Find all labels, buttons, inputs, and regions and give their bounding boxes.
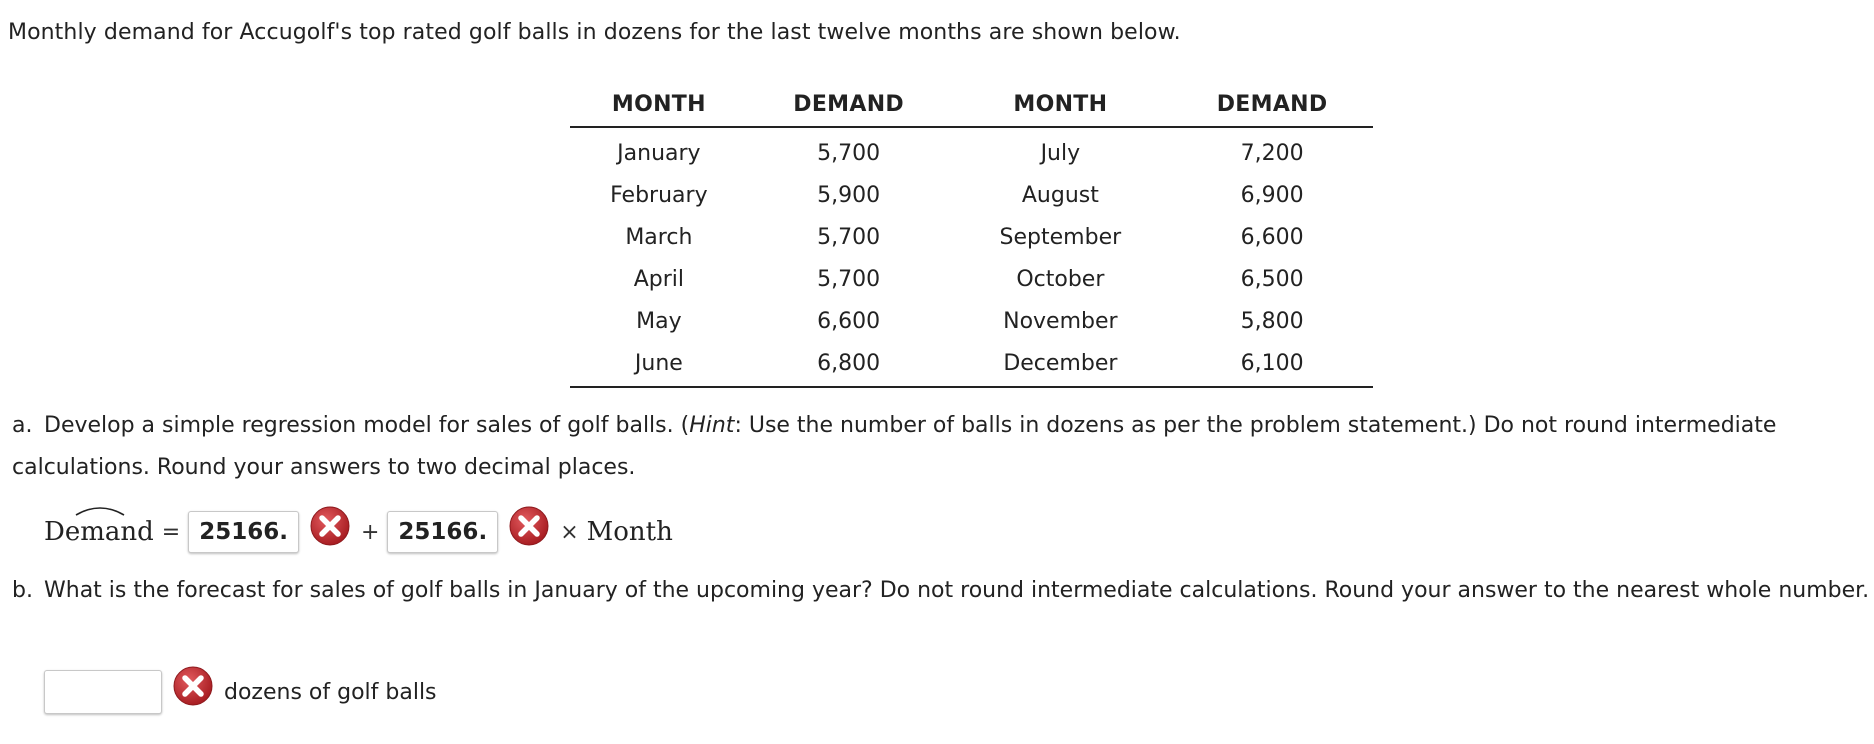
hat-icon [74, 503, 126, 517]
month-cell: July [1040, 140, 1081, 166]
month-cell: January [617, 140, 701, 166]
demand-cell: 5,800 [1240, 308, 1304, 334]
header-demand-1: DEMAND [748, 84, 950, 127]
header-demand-2: DEMAND [1171, 84, 1373, 127]
demand-hat [44, 517, 154, 547]
demand-cell: 5,700 [817, 266, 881, 292]
demand-cell: 6,900 [1240, 182, 1304, 208]
table-header-row [570, 84, 1373, 127]
demand-cell: 5,700 [817, 224, 881, 250]
demand-cell: 6,600 [817, 308, 881, 334]
table-row [570, 300, 1373, 342]
month-cell: October [1016, 266, 1105, 292]
question-b [12, 570, 1874, 612]
question-a-label: a. [12, 413, 33, 438]
demand-table [570, 84, 1373, 388]
demand-cell: 5,700 [817, 140, 881, 166]
month-cell: April [633, 266, 685, 292]
question-a-text-2: : Use the number of balls in dozens as per the problem statement.) Do not round intermediate calculations. Round your answers to two decimal places. [12, 413, 1777, 480]
table-row [570, 258, 1373, 300]
demand-lhs: Demand [44, 517, 154, 547]
demand-cell: 6,800 [748, 342, 950, 387]
table-row [570, 216, 1373, 258]
hint-word: Hint [689, 413, 735, 438]
incorrect-icon [172, 665, 214, 707]
month-cell: February [610, 182, 708, 208]
demand-cell: 6,500 [1240, 266, 1304, 292]
question-a-text-1: Develop a simple regression model for sales of golf balls. ( [44, 413, 690, 438]
month-cell: June [570, 342, 748, 387]
demand-cell: 5,900 [817, 182, 881, 208]
month-cell: March [625, 224, 693, 250]
equals-sign: = [161, 519, 181, 545]
forecast-answer-row [44, 670, 437, 714]
regression-equation [44, 507, 673, 557]
demand-cell: 6,600 [1240, 224, 1304, 250]
demand-cell: 6,100 [1171, 342, 1373, 387]
month-cell: September [999, 224, 1122, 250]
problem-intro: Monthly demand for Accugolf's top rated golf balls in dozens for the last twelve months are shown below. [8, 20, 1181, 45]
header-month-1: MONTH [570, 84, 748, 127]
header-month-2: MONTH [950, 84, 1172, 127]
demand-cell: 7,200 [1240, 140, 1304, 166]
question-a [12, 405, 1852, 489]
table-row [570, 174, 1373, 216]
month-cell: August [1021, 182, 1099, 208]
month-cell: December [950, 342, 1172, 387]
times-sign: × [560, 519, 579, 545]
table-row [570, 127, 1373, 174]
slope-input[interactable]: 25166. [387, 511, 498, 553]
question-b-text: What is the forecast for sales of golf balls in January of the upcoming year? Do not round intermediate calculations. Round your answer to the nearest whole number. [44, 578, 1870, 603]
plus-sign: + [360, 519, 380, 545]
forecast-unit: dozens of golf balls [224, 679, 437, 705]
month-cell: May [636, 308, 682, 334]
forecast-input[interactable] [44, 670, 162, 714]
incorrect-icon [309, 505, 351, 547]
table-row [570, 342, 1373, 387]
intercept-input[interactable]: 25166. [188, 511, 299, 553]
question-b-label: b. [12, 578, 33, 603]
incorrect-icon [508, 505, 550, 547]
month-variable: Month [586, 517, 673, 547]
month-cell: November [1003, 308, 1118, 334]
